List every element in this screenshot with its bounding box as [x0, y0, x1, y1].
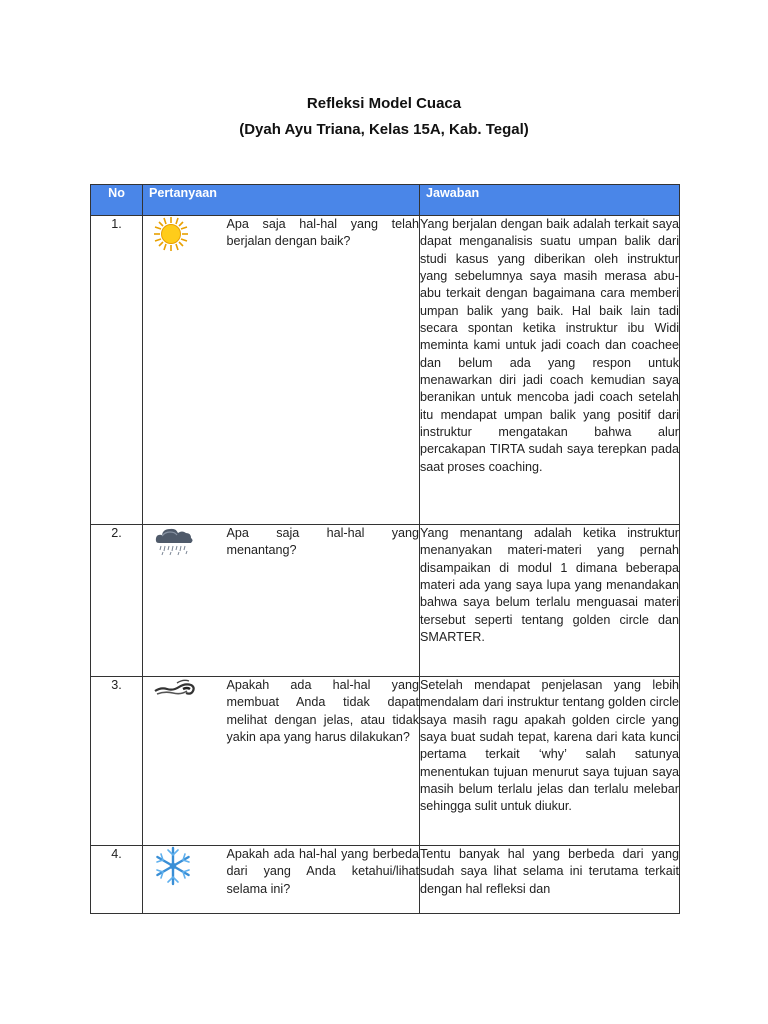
answer-cell: Setelah mendapat penjelasan yang lebih mendalam dari instruktur tentang golden circle saya masih ragu apakah golden circle yang saya buat sudah tepat, karena dari kata kunci pertama terkait ‘why’ salah satunya menentukan tujuan menurut saya tujuan saya masih belum terlalu jelas dan terlalu melebar sehingga sulit untuk diukur. [420, 677, 680, 846]
question-cell: Apakah ada hal-hal yang membuat Anda tidak dapat melihat dengan jelas, atau tidak yakin apa yang harus dilakukan? [227, 677, 420, 846]
header-no: No [91, 185, 143, 216]
page-title: Refleksi Model Cuaca [306, 95, 462, 112]
question-cell: Apa saja hal-hal yang telah berjalan dengan baik? [227, 216, 420, 525]
row-number: 1. [91, 216, 143, 525]
snowflake-icon [153, 846, 193, 886]
header-pertanyaan: Pertanyaan [143, 185, 420, 216]
answer-cell: Tentu banyak hal yang berbeda dari yang sudah saya lihat selama ini terutama terkait dengan hal refleksi dan [420, 846, 680, 914]
page-subtitle: (Dyah Ayu Triana, Kelas 15A, Kab. Tegal) [239, 121, 529, 138]
answer-cell: Yang menantang adalah ketika instruktur menanyakan materi-materi yang pernah disampaikan di modul 1 dimana beberapa materi ada yang saya lupa yang menandakan bahwa saya belum terlalu menguasai materi tersebut seperti tentang golden circle dan SMARTER. [420, 525, 680, 677]
table-row [91, 525, 680, 677]
answer-cell: Yang berjalan dengan baik adalah terkait saya dapat menganalisis suatu umpan balik dari studi kasus yang diberikan oleh instruktur yang sebelumnya saya masih merasa abu-abu terkait dengan bagaimana cara memberi umpan balik yang baik. Hal baik lain tadi secara spontan ketika instruktur ibu Widi meminta kami untuk jadi coach dan coachee dan belum ada yang respon untuk menawarkan diri jadi coach kemudian saya beranikan untuk mencoba jadi coach setelah itu mendapat umpan balik yang positif dari instruktur mengatakan bahwa alur percakapan TIRTA sudah saya terepkan pada saat proses coaching. [420, 216, 680, 525]
rain-cloud-icon [153, 525, 195, 557]
question-cell: Apakah ada hal-hal yang berbeda dari yang Anda ketahui/lihat selama ini? [227, 846, 420, 914]
row-number: 3. [91, 677, 143, 846]
table-row [91, 677, 680, 846]
row-number: 4. [91, 846, 143, 914]
reflection-table [90, 184, 680, 914]
wind-icon [153, 677, 197, 699]
row-number: 2. [91, 525, 143, 677]
question-cell: Apa saja hal-hal yang menantang? [227, 525, 420, 677]
sun-icon [153, 216, 189, 252]
table-header-row [91, 185, 680, 216]
table-row [91, 846, 680, 914]
table-row [91, 216, 680, 525]
header-jawaban: Jawaban [420, 185, 680, 216]
